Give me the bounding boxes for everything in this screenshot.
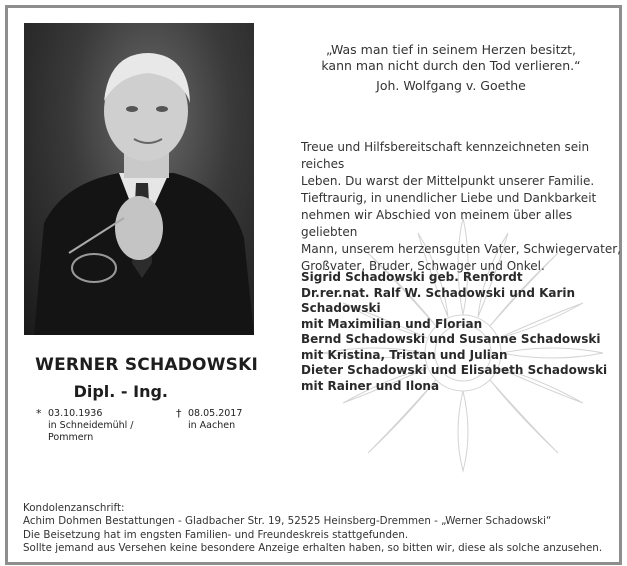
death-date: 08.05.2017 <box>188 408 243 419</box>
deceased-title: Dipl. - Ing. <box>73 382 168 401</box>
death-cross-icon: † <box>176 407 182 420</box>
family-member: mit Maximilian und Florian <box>301 316 483 331</box>
portrait-illustration <box>24 23 254 335</box>
tribute-line: Mann, unserem herzensguten Vater, Schwiegervater, <box>301 242 621 256</box>
footer-notice <box>23 502 613 556</box>
notice-note: Sollte jemand aus Versehen keine besondere Anzeige erhalten haben, so bitten wir, diese als solche anzusehen. <box>23 542 603 555</box>
portrait-photo <box>24 23 254 335</box>
birth-place-region: Pommern <box>48 432 94 443</box>
condolence-label: Kondolenzanschrift: <box>23 502 125 514</box>
deceased-name: WERNER SCHADOWSKI <box>35 355 258 375</box>
birth-star-icon: * <box>36 407 42 420</box>
family-member: Bernd Schadowski und Susanne Schadowski <box>301 332 601 346</box>
obituary-frame <box>5 5 622 565</box>
death-place: in Aachen <box>188 420 236 431</box>
tribute-line: Treue und Hilfsbereitschaft kennzeichneten sein reiches <box>301 140 590 171</box>
tribute-line: Leben. Du warst der Mittelpunkt unserer Familie. <box>301 174 595 188</box>
birth-place: in Schneidemühl / <box>48 420 134 431</box>
birth-info <box>36 407 158 444</box>
tribute-line: Tieftraurig, in unendlicher Liebe und Dankbarkeit <box>301 191 597 205</box>
tribute-text <box>301 139 621 275</box>
birth-date: 03.10.1936 <box>48 408 103 419</box>
quote-line-1: „Was man tief in seinem Herzen besitzt, <box>326 42 576 57</box>
condolence-address: Achim Dohmen Bestattungen - Gladbacher Str. 19, 52525 Heinsberg-Dremmen - „Werner Schadowski“ <box>23 515 552 528</box>
goethe-quote <box>300 42 602 74</box>
tribute-line: nehmen wir Abschied von meinem über alles geliebten <box>301 208 573 239</box>
quote-author: Joh. Wolfgang v. Goethe <box>376 78 526 93</box>
tribute-line: Großvater, Bruder, Schwager und Onkel. <box>301 259 545 273</box>
burial-note: Die Beisetzung hat im engsten Familien- und Freundeskreis stattgefunden. <box>23 528 409 541</box>
family-member: mit Kristina, Tristan und Julian <box>301 347 508 362</box>
family-list <box>301 270 621 394</box>
family-member: Sigrid Schadowski geb. Renfordt <box>301 270 523 284</box>
quote-line-2: kann man nicht durch den Tod verlieren.“ <box>321 58 581 73</box>
family-member: Dieter Schadowski und Elisabeth Schadowski <box>301 363 608 377</box>
death-info <box>176 407 288 432</box>
family-member: Dr.rer.nat. Ralf W. Schadowski und Karin Schadowski <box>301 285 576 315</box>
family-member: mit Rainer und Ilona <box>301 378 440 393</box>
